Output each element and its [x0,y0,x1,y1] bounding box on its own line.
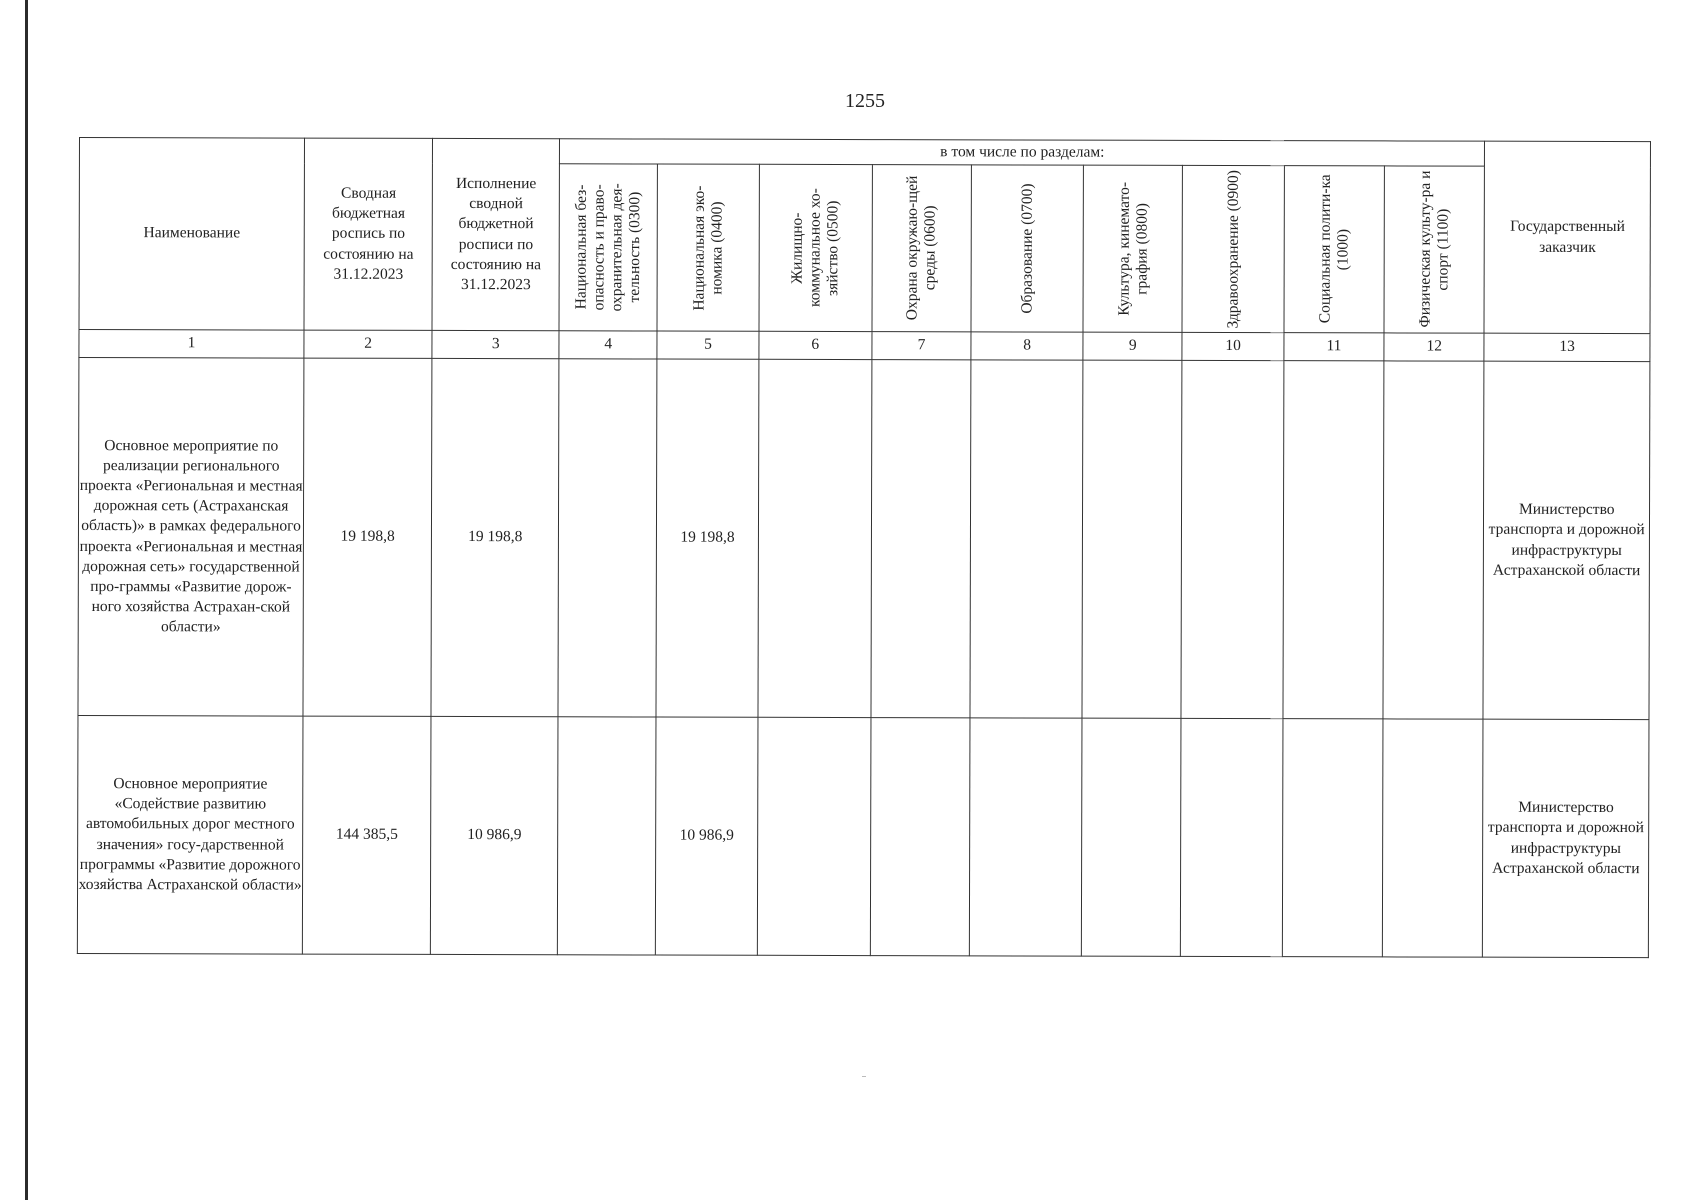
row-section-0600 [870,718,970,956]
row-name: Основное мероприятие по реализации регионального проекта «Региональная и местная дорожная сеть (Астраханская область)» в рамках федерального проекта «Региональная и местная дорожная сеть» государственной про-граммы «Развитие дорож-ного хозяйства Астрахан-ской области» [78,358,304,717]
header-section-0300: Национальная без-опасность и право-охранительная дея-тельность (0300) [559,164,658,331]
row-section-0800 [1082,360,1182,718]
table-row [78,358,1650,720]
row-customer: Министерство транспорта и дорожной инфраструктуры Астраханской области [1483,361,1649,719]
row-execution: 10 986,9 [431,716,559,954]
row-section-1100 [1383,361,1484,719]
column-number: 8 [971,332,1083,360]
column-number: 4 [559,331,657,359]
header-section-0400: Национальная эко-номика (0400) [657,164,759,331]
row-section-1000 [1283,361,1384,719]
header-section-0600: Охрана окружаю-щей среды (0600) [872,165,972,332]
column-number: 5 [657,331,758,359]
row-section-0900 [1181,718,1283,956]
row-section-0500 [758,359,872,717]
row-section-0500 [757,717,871,955]
header-execution: Исполнение сводной бюджетной росписи по состоянию на 31.12.2023 [432,138,560,330]
header-section-0500: Жилищно-коммунальное хо-зяйство (0500) [759,164,873,331]
row-section-1100 [1383,719,1484,957]
row-budget: 19 198,8 [303,358,432,716]
column-number: 2 [304,330,432,358]
row-section-0700 [970,718,1083,956]
column-number: 3 [432,330,559,358]
column-number: 9 [1083,332,1182,360]
row-customer: Министерство транспорта и дорожной инфраструктуры Астраханской области [1483,719,1649,957]
header-section-0700: Образование (0700) [971,165,1083,332]
scan-speck [862,1076,866,1077]
header-section-0800: Культура, кинемато-графия (0800) [1083,165,1183,332]
header-budget: Сводная бюджетная роспись по состоянию на 31.12.2023 [304,138,433,330]
row-name: Основное мероприятие «Содействие развитию автомобильных дорог местного значения» госу-дарственной программы «Развитие дорожного хозяйства Астраханской области» [77,715,303,954]
table-row [77,715,1649,957]
budget-table [77,137,1651,958]
row-section-0400: 19 198,8 [656,359,758,717]
row-execution: 19 198,8 [431,358,559,716]
row-section-0800 [1082,718,1182,956]
row-section-0900 [1181,360,1283,718]
column-number: 1 [79,330,304,359]
row-section-1000 [1282,719,1383,957]
row-section-0700 [970,360,1083,718]
header-name: Наименование [79,138,305,331]
column-number: 10 [1182,332,1283,360]
header-sections-group: в том числе по разделам: [560,139,1485,166]
header-row-top [79,138,1650,167]
column-number: 7 [872,332,971,360]
page-number: 1255 [845,90,885,112]
row-budget: 144 385,5 [303,716,432,954]
row-section-0600 [871,360,971,718]
column-number: 11 [1284,333,1384,361]
header-section-0900: Здравоохранение (0900) [1182,165,1284,332]
row-section-0300 [558,717,657,955]
scan-margin-line [25,0,28,1200]
header-section-1000: Социальная полити-ка (1000) [1284,166,1385,333]
header-section-1100: Физическая культу-ра и спорт (1100) [1384,166,1485,333]
column-number-row [79,330,1650,362]
column-number: 13 [1484,333,1650,361]
row-section-0300 [558,359,657,717]
header-customer: Государственный заказчик [1484,141,1650,333]
row-section-0400: 10 986,9 [656,717,758,955]
column-number: 6 [759,331,872,359]
column-number: 12 [1384,333,1484,361]
